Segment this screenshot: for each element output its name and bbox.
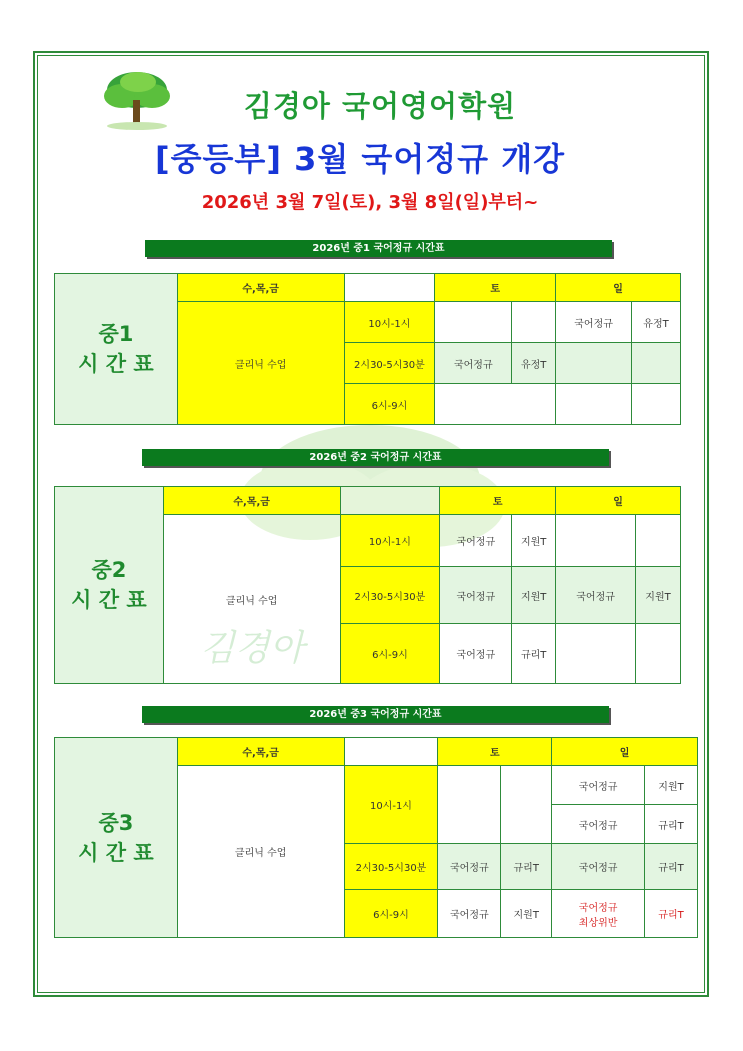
empty-cell bbox=[438, 766, 501, 844]
class-cell: 국어정규 bbox=[438, 844, 501, 890]
class-cell: 국어정규 bbox=[556, 302, 632, 343]
class-cell: 국어정규 bbox=[435, 343, 512, 384]
class-cell: 국어정규 bbox=[440, 624, 512, 684]
empty-cell bbox=[435, 302, 512, 343]
time-header bbox=[340, 487, 440, 515]
time-cell: 10시-1시 bbox=[344, 766, 438, 844]
class-cell-top-level bbox=[552, 890, 645, 938]
grade-label bbox=[55, 274, 178, 425]
empty-cell bbox=[636, 515, 681, 567]
schedule-table-grade2 bbox=[54, 486, 681, 684]
teacher-cell: 지원T bbox=[512, 515, 556, 567]
teacher-cell: 지원T bbox=[636, 567, 681, 624]
grade-label-line2: 시 간 표 bbox=[78, 352, 154, 376]
grade-label-line1: 중3 bbox=[98, 810, 134, 835]
time-cell: 10시-1시 bbox=[340, 515, 440, 567]
grade-label bbox=[55, 738, 178, 938]
watermark-text: 김경아 bbox=[200, 628, 305, 669]
saturday-header: 토 bbox=[435, 274, 556, 302]
time-cell: 10시-1시 bbox=[344, 302, 435, 343]
teacher-cell: 규리T bbox=[501, 844, 552, 890]
time-cell: 2시30-5시30분 bbox=[344, 844, 438, 890]
time-cell: 6시-9시 bbox=[344, 384, 435, 425]
table3-title-bar: 2026년 중3 국어정규 시간표 bbox=[142, 706, 609, 723]
time-cell: 2시30-5시30분 bbox=[340, 567, 440, 624]
empty-cell bbox=[636, 624, 681, 684]
schedule-table-grade1 bbox=[54, 273, 681, 425]
teacher-cell: 지원T bbox=[512, 567, 556, 624]
weekday-header: 수,목,금 bbox=[163, 487, 340, 515]
weekday-header: 수,목,금 bbox=[177, 738, 344, 766]
grade-label-line1: 중2 bbox=[91, 558, 127, 582]
time-cell: 2시30-5시30분 bbox=[344, 343, 435, 384]
empty-cell bbox=[556, 515, 636, 567]
empty-cell bbox=[512, 302, 556, 343]
class-cell: 국어정규 bbox=[552, 844, 645, 890]
table2-title-bar: 2026년 중2 국어정규 시간표 bbox=[142, 449, 609, 466]
teacher-cell: 규리T bbox=[645, 890, 698, 938]
weekday-header: 수,목,금 bbox=[177, 274, 344, 302]
schedule-table-grade3 bbox=[54, 737, 698, 938]
empty-cell bbox=[632, 384, 681, 425]
class-name-line: 국어정규 bbox=[578, 902, 618, 914]
grade-label bbox=[55, 487, 164, 684]
teacher-cell: 지원T bbox=[645, 766, 698, 805]
time-cell: 6시-9시 bbox=[340, 624, 440, 684]
weekday-clinic-cell: 클리닉 수업 bbox=[177, 302, 344, 425]
sunday-header: 일 bbox=[552, 738, 698, 766]
grade-label-line1: 중1 bbox=[98, 322, 134, 346]
class-cell: 국어정규 bbox=[440, 567, 512, 624]
class-cell: 국어정규 bbox=[552, 805, 645, 844]
empty-cell bbox=[501, 766, 552, 844]
start-date-text: 2026년 3월 7일(토), 3월 8일(일)부터~ bbox=[201, 192, 539, 213]
time-header bbox=[344, 738, 438, 766]
class-level-line: 최상위반 bbox=[578, 917, 618, 929]
class-cell: 국어정규 bbox=[438, 890, 501, 938]
weekday-clinic-cell: 클리닉 수업 bbox=[163, 515, 340, 684]
class-cell: 국어정규 bbox=[440, 515, 512, 567]
course-title: [중등부] 3월 국어정규 개강 bbox=[154, 140, 566, 178]
class-cell: 국어정규 bbox=[556, 567, 636, 624]
weekday-clinic-cell: 클리닉 수업 bbox=[177, 766, 344, 938]
table1-title-bar: 2026년 중1 국어정규 시간표 bbox=[145, 240, 612, 257]
time-cell: 6시-9시 bbox=[344, 890, 438, 938]
academy-title: 김경아 국어영어학원 bbox=[243, 89, 517, 123]
teacher-cell: 규리T bbox=[645, 844, 698, 890]
empty-cell bbox=[632, 343, 681, 384]
tree-logo-icon bbox=[100, 68, 174, 132]
sunday-header: 일 bbox=[556, 487, 681, 515]
grade-label-line2: 시 간 표 bbox=[78, 840, 154, 865]
empty-cell bbox=[435, 384, 556, 425]
time-header bbox=[344, 274, 435, 302]
sunday-header: 일 bbox=[556, 274, 681, 302]
saturday-header: 토 bbox=[440, 487, 556, 515]
teacher-cell: 규리T bbox=[645, 805, 698, 844]
grade-label-line2: 시 간 표 bbox=[71, 588, 147, 612]
empty-cell bbox=[556, 384, 632, 425]
saturday-header: 토 bbox=[438, 738, 552, 766]
class-cell: 국어정규 bbox=[552, 766, 645, 805]
teacher-cell: 지원T bbox=[501, 890, 552, 938]
empty-cell bbox=[556, 624, 636, 684]
teacher-cell: 유정T bbox=[632, 302, 681, 343]
teacher-cell: 규리T bbox=[512, 624, 556, 684]
teacher-cell: 유정T bbox=[512, 343, 556, 384]
empty-cell bbox=[556, 343, 632, 384]
